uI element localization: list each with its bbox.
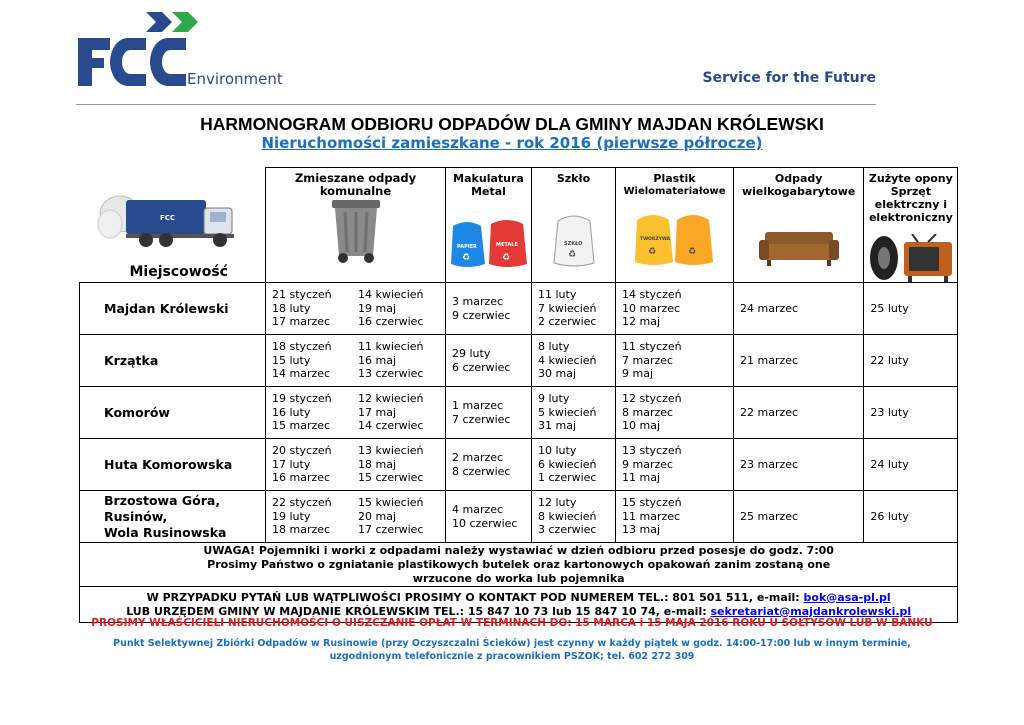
table-row [80, 491, 958, 543]
bulky-date: 23 marzec [734, 439, 864, 491]
svg-text:♻: ♻ [647, 247, 656, 257]
bulky-date: 25 marzec [734, 491, 864, 543]
table-row [80, 335, 958, 387]
paper-dates: 1 marzec 7 czerwiec [446, 387, 532, 439]
mixed-dates: 21 styczeń 18 luty 17 marzec 14 kwiecień 19 maj 16 czerwiec [266, 283, 446, 335]
glass-dates: 12 luty 8 kwiecień 3 czerwiec [532, 491, 616, 543]
svg-text:FCC: FCC [159, 213, 175, 222]
paper-metal-header: Makulatura Metal PAPIER METALE ♻ ♻ [446, 168, 532, 283]
plastic-dates: 11 styczeń 7 marzec 9 maj [616, 335, 734, 387]
location-name: Komorów [80, 387, 266, 439]
svg-text:PAPIER: PAPIER [456, 244, 477, 250]
tyres-date: 23 luty [864, 387, 958, 439]
glass-dates: 8 luty 4 kwiecień 30 maj [532, 335, 616, 387]
location-label: Miejscowość [129, 264, 228, 280]
paper-dates: 2 marzec 8 czerwiec [446, 439, 532, 491]
tyres-date: 25 luty [864, 283, 958, 335]
plastic-dates: 12 styczeń 8 marzec 10 maj [616, 387, 734, 439]
table-row [80, 439, 958, 491]
glass-dates: 10 luty 6 kwiecień 1 czerwiec [532, 439, 616, 491]
mixed-dates: 22 styczeń 19 luty 18 marzec 15 kwiecień 20 maj 17 czerwiec [266, 491, 446, 543]
page-title: HARMONOGRAM ODBIORU ODPADÓW DLA GMINY MAJDAN KRÓLEWSKI [200, 114, 824, 134]
table-row [80, 283, 958, 335]
paper-dates: 29 luty 6 czerwiec [446, 335, 532, 387]
location-header [80, 168, 266, 283]
page-subtitle[interactable]: Nieruchomości zamieszkane - rok 2016 (pierwsze półrocze) [261, 134, 763, 152]
location-name: Majdan Królewski [80, 283, 266, 335]
glass-header: Szkło SZKŁO ♻ [532, 168, 616, 283]
svg-text:♻: ♻ [501, 253, 510, 263]
tyres-electronics-header: Zużyte opony Sprzęt elektrczny i elektroniczny [864, 168, 958, 283]
email-link-bok[interactable]: bok@asa-pl.pl [803, 590, 891, 604]
plastic-header: Plastik Wielomateriałowe TWORZYWA ♻ ♻ [616, 168, 734, 283]
svg-text:♻: ♻ [567, 250, 576, 260]
glass-bag-icon [552, 209, 596, 269]
garbage-truck-icon [96, 190, 244, 255]
notice-row [80, 543, 958, 587]
bulky-date: 22 marzec [734, 387, 864, 439]
plastic-dates: 15 styczeń 11 marzec 13 maj [616, 491, 734, 543]
mixed-waste-header: Zmieszane odpady komunalne [266, 168, 446, 283]
contact: W PRZYPADKU PYTAŃ LUB WĄTPLIWOŚCI PROSIMY O KONTAKT POD NUMEREM TEL.: 801 501 511, e-mail: bok@asa-pl.pl LUB URZĘDEM GMINY W MAJDANIE KRÓLEWSKIM TEL.: 15 847 10 73 lub 15 847 10 74, e-mail: sekretariat@majdankrolewski.pl [80, 587, 958, 623]
tyres-date: 26 luty [864, 491, 958, 543]
paper-metal-bags-icon [449, 214, 529, 270]
bulky-date: 24 marzec [734, 283, 864, 335]
svg-text:METALE: METALE [495, 242, 518, 248]
plastic-dates: 13 styczeń 9 marzec 11 maj [616, 439, 734, 491]
bulky-date: 21 marzec [734, 335, 864, 387]
sofa-icon [759, 228, 839, 268]
mixed-dates: 18 styczeń 15 luty 14 marzec 11 kwiecień 16 maj 13 czerwiec [266, 335, 446, 387]
notice: UWAGA! Pojemniki i worki z odpadami należy wystawiać w dzień odbioru przed posesje do godz. 7:00 Prosimy Państwo o zgniatanie plastikowych butelek oraz kartonowych opakowań zanim zostaną one wrzucone do worka lub pojemnika [80, 543, 958, 587]
plastic-dates: 14 styczeń 10 marzec 12 maj [616, 283, 734, 335]
tyres-date: 22 luty [864, 335, 958, 387]
email-link-sekretariat[interactable]: sekretariat@majdankrolewski.pl [710, 604, 912, 618]
mixed-dates: 20 styczeń 17 luty 16 marzec 13 kwiecień 18 maj 15 czerwiec [266, 439, 446, 491]
location-name: Brzostowa Góra, Rusinów, Wola Rusinowska [80, 491, 266, 543]
table-header-row [80, 168, 958, 283]
tyre-tv-icon [866, 234, 956, 282]
location-name: Krzątka [80, 335, 266, 387]
plastic-bags-icon [633, 208, 717, 268]
glass-dates: 9 luty 5 kwiecień 31 maj [532, 387, 616, 439]
schedule-table [79, 167, 958, 623]
svg-text:SZKŁO: SZKŁO [563, 241, 582, 247]
table-row [80, 387, 958, 439]
paper-dates: 4 marzec 10 czerwiec [446, 491, 532, 543]
divider [76, 104, 876, 105]
glass-dates: 11 luty 7 kwiecień 2 czerwiec [532, 283, 616, 335]
environment-label: Environment [187, 70, 283, 88]
tyres-date: 24 luty [864, 439, 958, 491]
pszok-info: Punkt Selektywnej Zbiórki Odpadów w Rusinowie (przy Oczyszczalni Ścieków) jest czynny w każdy piątek w godz. 14:00-17:00 lub w innym terminie, uzgodnionym telefonicznie z pracownikiem PSZOK; tel. 602 272 309 [113, 638, 911, 662]
svg-text:TWORZYWA: TWORZYWA [639, 237, 670, 242]
svg-text:♻: ♻ [461, 253, 470, 263]
paper-dates: 3 marzec 9 czerwiec [446, 283, 532, 335]
waste-bin-icon [266, 198, 445, 264]
location-name: Huta Komorowska [80, 439, 266, 491]
bulky-header: Odpady wielkogabarytowe [734, 168, 864, 283]
svg-text:♻: ♻ [687, 247, 696, 257]
payment-notice: PROSIMY WŁAŚCICIELI NIERUCHOMOŚCI O UISZCZANIE OPŁAT W TERMINACH DO: 15 MARCA i 15 MAJA 2016 ROKU U SOŁTYSÓW LUB W BANKU [91, 617, 933, 629]
mixed-dates: 19 styczeń 16 luty 15 marzec 12 kwiecień 17 maj 14 czerwiec [266, 387, 446, 439]
slogan: Service for the Future [702, 70, 876, 86]
